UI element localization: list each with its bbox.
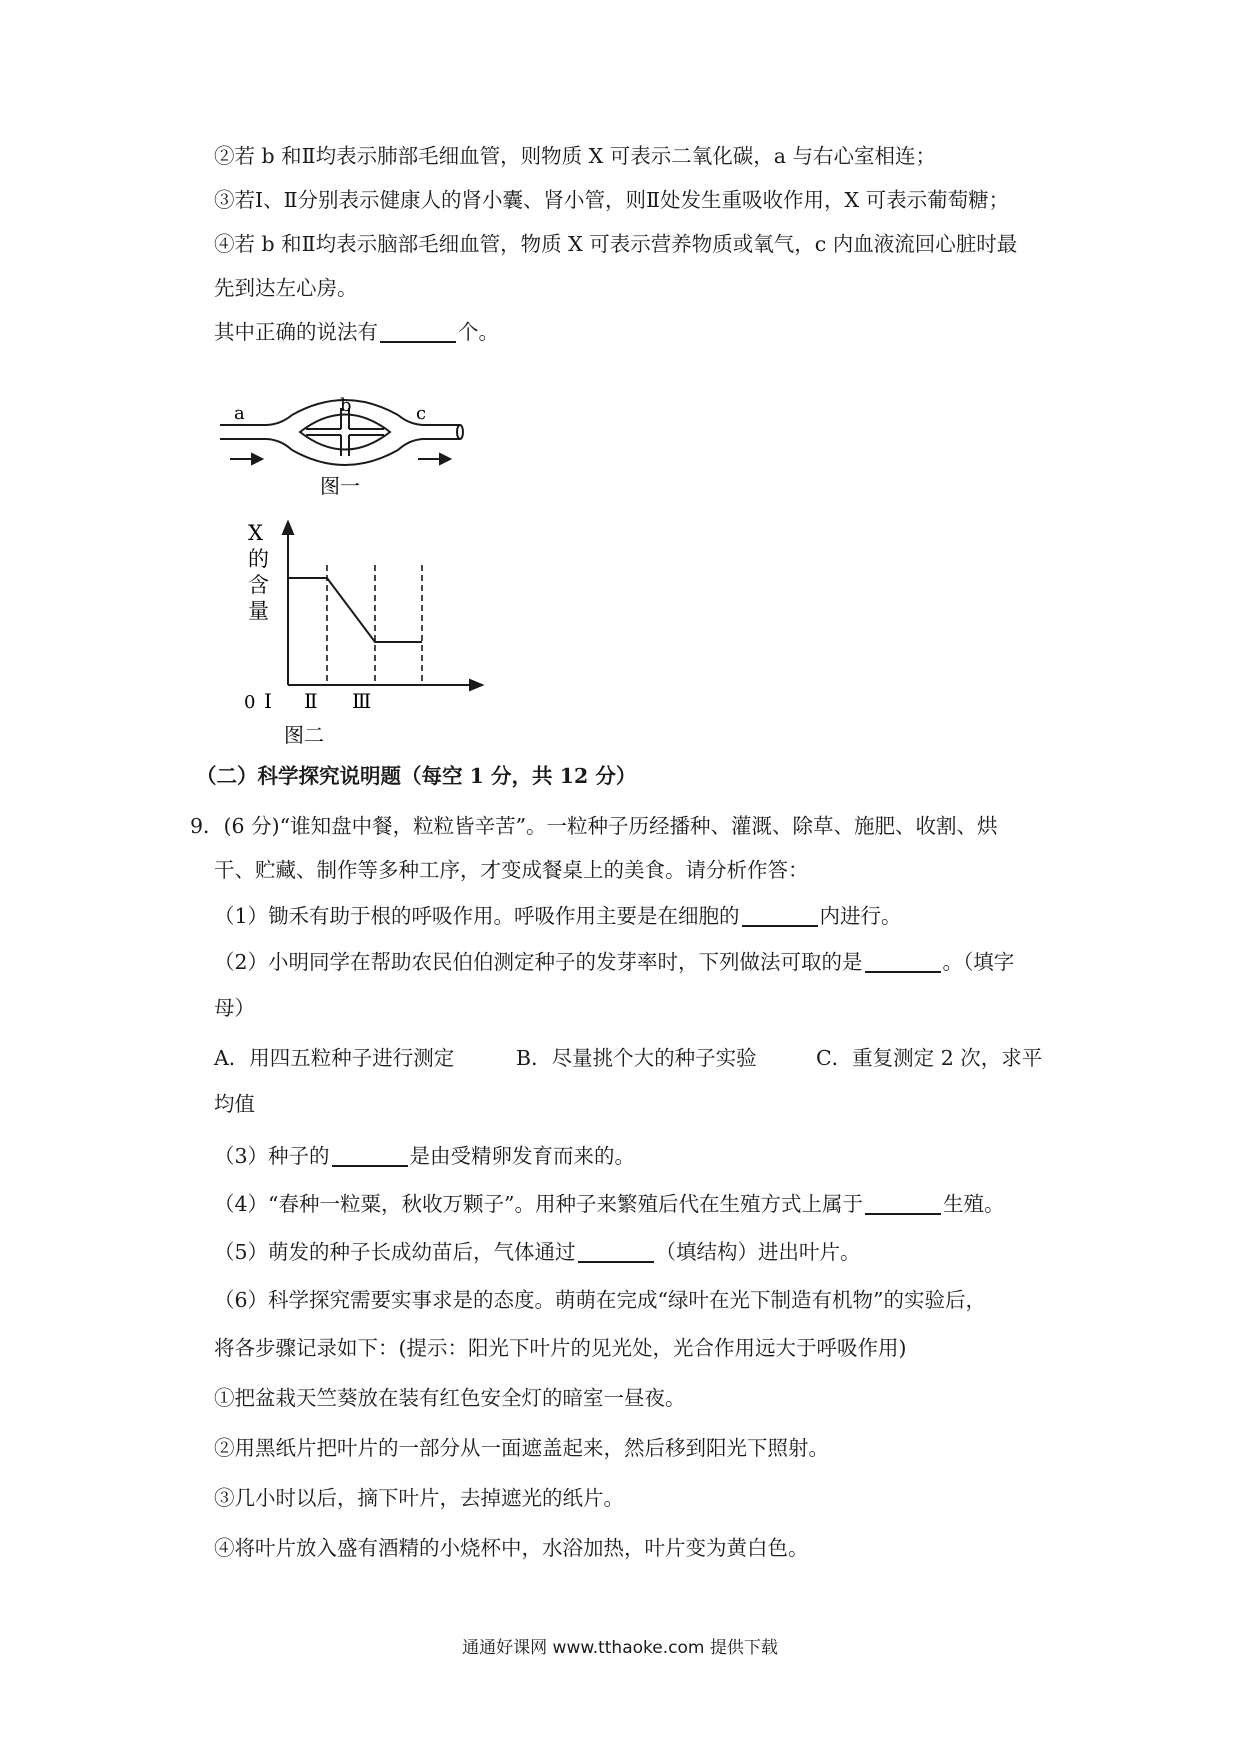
q9-part-2 <box>214 947 1014 977</box>
q9-part-1-tail: 内进行。 <box>819 904 902 928</box>
option-c: C．重复测定 2 次，求平 <box>816 1046 1043 1070</box>
statement-2: ②若 b 和Ⅱ均表示肺部毛细血管，则物质 X 可表示二氧化碳，a 与右心室相连； <box>214 144 936 168</box>
step-1: ①把盆栽天竺葵放在装有红色安全灯的暗室一昼夜。 <box>214 1386 686 1410</box>
option-c-cont: 均值 <box>214 1092 255 1116</box>
answer-blank <box>865 1213 941 1215</box>
prompt-before: 其中正确的说法有 <box>214 320 378 344</box>
q9-stem-line-1: 9．(6 分)“谁知盘中餐，粒粒皆辛苦”。一粒种子历经播种、灌溉、除草、施肥、收割、烘 <box>190 814 998 838</box>
statement-4-cont: 先到达左心房。 <box>214 276 358 300</box>
q9-part-2-text: （2）小明同学在帮助农民伯伯测定种子的发芽率时，下列做法可取的是 <box>214 950 863 974</box>
prompt-after: 个。 <box>458 320 499 344</box>
answer-blank <box>742 925 818 927</box>
step-4: ④将叶片放入盛有酒精的小烧杯中，水浴加热，叶片变为黄白色。 <box>214 1536 809 1560</box>
q9-part-4-text: （4）“春种一粒粟，秋收万颗子”。用种子来繁殖后代在生殖方式上属于 <box>214 1192 864 1216</box>
step-3: ③几小时以后，摘下叶片，去掉遮光的纸片。 <box>214 1486 624 1510</box>
region-label-1: Ⅰ <box>264 689 272 713</box>
q9-part-5-text: （5）萌发的种子长成幼苗后，气体通过 <box>214 1240 576 1264</box>
q9-part-5 <box>214 1237 861 1267</box>
option-b: B．尽量挑个大的种子实验 <box>516 1046 757 1070</box>
q9-part-3 <box>214 1141 635 1171</box>
q9-part-6-line-1: （6）科学探究需要实事求是的态度。萌萌在完成“绿叶在光下制造有机物”的实验后， <box>214 1288 987 1312</box>
prev-question-prompt <box>214 317 499 347</box>
vessel-a <box>220 415 292 425</box>
option-a: A．用四五粒种子进行测定 <box>214 1046 455 1070</box>
label-c: c <box>416 403 427 424</box>
answer-blank <box>332 1165 408 1167</box>
content-curve <box>288 578 422 642</box>
label-a: a <box>234 403 245 424</box>
region-label-3: Ⅲ <box>352 689 372 713</box>
q9-part-1-text: （1）锄禾有助于根的呼吸作用。呼吸作用主要是在细胞的 <box>214 904 740 928</box>
q9-part-2-cont: 母） <box>214 996 255 1020</box>
answer-blank <box>865 971 941 973</box>
q9-part-3-text: （3）种子的 <box>214 1144 330 1168</box>
q9-part-5-tail: （填结构）进出叶片。 <box>655 1240 861 1264</box>
q9-part-2-tail: 。（填字 <box>942 950 1015 974</box>
vessel-c <box>398 415 460 425</box>
step-2: ②用黑纸片把叶片的一部分从一面遮盖起来，然后移到阳光下照射。 <box>214 1436 829 1460</box>
y-label-char: 含 <box>248 573 269 597</box>
figure-2 <box>240 520 500 750</box>
q9-part-6-line-2: 将各步骤记录如下：(提示：阳光下叶片的见光处，光合作用远大于呼吸作用) <box>214 1336 907 1360</box>
page-footer: 通通好课网 www.tthaoke.com 提供下载 <box>462 1638 778 1658</box>
statement-3: ③若Ⅰ、Ⅱ分别表示健康人的肾小囊、肾小管，则Ⅱ处发生重吸收作用，X 可表示葡萄糖； <box>214 188 1010 212</box>
y-label-char: X <box>248 521 263 545</box>
q9-part-1 <box>214 901 902 931</box>
region-label-2: Ⅱ <box>304 689 318 713</box>
section-heading: （二）科学探究说明题（每空 1 分，共 12 分） <box>196 764 637 788</box>
q9-part-4-tail: 生殖。 <box>943 1192 1005 1216</box>
y-label-char: 量 <box>248 599 269 623</box>
y-axis-label <box>248 521 269 623</box>
label-b: b <box>340 395 352 416</box>
q9-stem-line-2: 干、贮藏、制作等多种工序，才变成餐桌上的美食。请分析作答： <box>214 858 809 882</box>
statement-4: ④若 b 和Ⅱ均表示脑部毛细血管，物质 X 可表示营养物质或氧气，c 内血液流回心脏时最 <box>214 232 1018 256</box>
figure-2-caption: 图二 <box>284 723 324 747</box>
figure-1 <box>220 395 470 525</box>
origin-label: 0 <box>244 692 256 713</box>
figure-1-caption: 图一 <box>320 474 360 498</box>
answer-blank <box>380 341 456 343</box>
q9-part-3-tail: 是由受精卵发育而来的。 <box>409 1144 636 1168</box>
answer-blank <box>578 1261 654 1263</box>
q9-part-4 <box>214 1189 1005 1219</box>
y-label-char: 的 <box>248 547 269 571</box>
